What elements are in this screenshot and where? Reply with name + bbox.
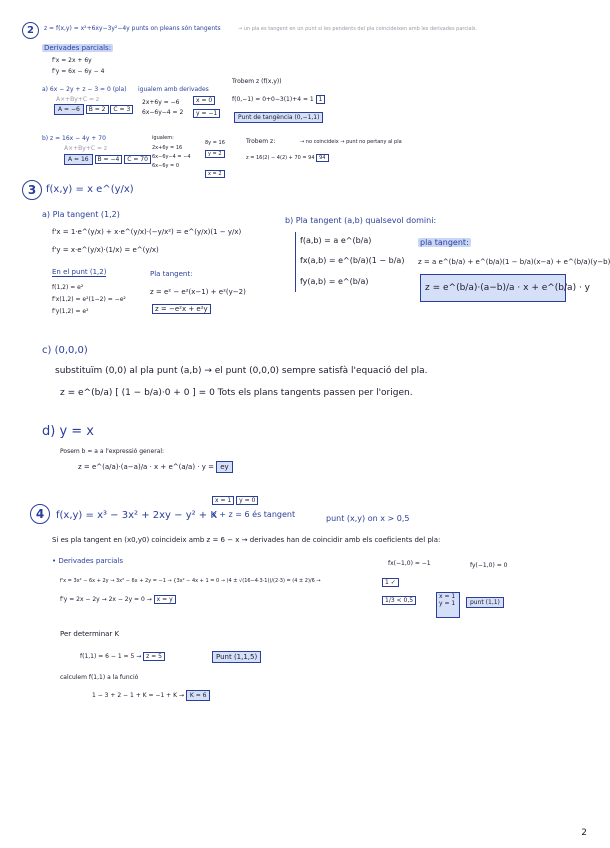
q3a-point-title: En el punt (1,2): [52, 268, 107, 276]
q2a-igualem: igualem amb derivades: [138, 86, 209, 93]
q3b-bracket: [295, 232, 296, 292]
q2b-note: → no coincideix → punt no pertany al pla: [300, 139, 402, 145]
q2b-coef-boxes: [64, 156, 151, 163]
q2a-eval-box: 1: [316, 95, 326, 104]
question-3-number: 3: [22, 180, 42, 200]
q4-fx-minus1: fx(−1,0) = −1: [388, 560, 431, 567]
q4-point-3d: Punt (1,1,5): [212, 651, 261, 663]
q2b-sys-3: 6x−6y = 0: [152, 163, 180, 169]
q4-det-3: [92, 692, 210, 699]
q3d-text: Posem b = a a l'expressió general:: [60, 448, 165, 455]
q2a-y-box: y = −1: [193, 109, 220, 118]
q4-det-1: [80, 653, 165, 660]
q4-det-1-text: f(1,1) = 6 − 1 = 5 →: [80, 653, 142, 660]
q3a-tangent-box: z = −e²x + e²y: [152, 304, 211, 314]
q2b-label: b) z = 16x − 4y + 70: [42, 135, 106, 142]
q2a-eval: [232, 96, 325, 103]
q3a-val-2: f'x(1,2) = e²(1−2) = −e²: [52, 296, 126, 303]
q4-fy-box: x = y: [154, 595, 176, 604]
q4-xy-y: y = 1: [439, 600, 456, 607]
q4-derivatives-title: • Derivades parcials: [52, 557, 124, 565]
q2b-eval: [246, 155, 329, 161]
q3b-val-3: fy(a,b) = e^(b/a): [300, 277, 369, 286]
q3a-tangent-title: Pla tangent:: [150, 270, 193, 278]
q2a-coef-boxes: [54, 106, 133, 113]
q2a-gray: A×+By+C = z: [56, 96, 100, 103]
q4-root-1: 1 ✓: [382, 578, 399, 587]
q2b-sys-2: 6x−6y−4 = −4: [152, 154, 191, 160]
q2-fx: f'x = 2x + 6y: [52, 57, 92, 64]
q3-function: f(x,y) = x e^(y/x): [46, 184, 134, 195]
q3b-tangent-title: pla tangent:: [420, 238, 469, 247]
q2b-igualem: igualem:: [152, 135, 174, 141]
q3d-equation: [78, 463, 233, 471]
q4-intro: Si es pla tangent en (x0,y0) coincideix amb z = 6 − x → derivades han de coincidir amb els coeficients del pla:: [52, 536, 441, 544]
q2a-label: a) 6x − 2y + z − 3 = 0 (pla): [42, 86, 127, 93]
q4-point: punt (x,y) on x > 0,5: [326, 514, 410, 523]
q4-xy-box: [436, 592, 460, 618]
q3b-val-2: fx(a,b) = e^(b/a)(1 − b/a): [300, 256, 405, 265]
q2b-eval-box: 94: [316, 154, 328, 162]
q4-det-3-text: 1 − 3 + 2 − 1 + K = −1 + K →: [92, 692, 184, 699]
q3d-result-box: ey: [216, 461, 232, 473]
q2b-sys-1: 2x+6y = 16: [152, 145, 183, 151]
q2a-tangency-point: Punt de tangència (0,−1,1): [234, 112, 323, 123]
q2a-box-b: B = 2: [86, 105, 109, 114]
q4-condition-boxes: [212, 497, 258, 504]
question-2-number: 2: [22, 22, 39, 39]
q2a-sys2: 6x−6y−4 = 2: [142, 109, 184, 116]
q2a-box-a: A = −6: [54, 104, 84, 115]
q4-root-2: 1/3 < 0,5: [382, 596, 416, 605]
q3b-val-1: f(a,b) = a e^(b/a): [300, 236, 372, 245]
q2a-x-box: x = 0: [193, 96, 215, 105]
q3a-fy: f'y = x·e^(y/x)·(1/x) = e^(y/x): [52, 246, 159, 254]
q2-header: z = f(x,y) = x²+6xy−3y²−4y punts on pleans són tangents: [44, 25, 221, 32]
q3a-val-1: f(1,2) = e²: [52, 284, 84, 291]
q4-fx-line: f'x = 3x² − 6x + 2y → 3x² − 6x + 2y = −1 → {3x² − 4x + 1 = 0 → (4 ± √(16−4·3·1))/(2·3) = (4 ± 2)/6 →: [60, 578, 321, 584]
q4-cond-box-y: y = 0: [236, 496, 258, 505]
q4-fy-line: [60, 596, 176, 603]
page-number: 2: [581, 828, 587, 838]
q3b-title: b) Pla tangent (a,b) qualsevol domini:: [285, 216, 437, 225]
question-4-number: 4: [30, 504, 50, 524]
q2b-gray: A×+By+C = z: [64, 145, 108, 152]
q4-xy-x: x = 1: [439, 593, 456, 600]
q4-point-box: punt (1,1): [466, 597, 504, 608]
q3c-text: substituïm (0,0) al pla punt (a,b) → el punt (0,0,0) sempre satisfà l'equació del pla.: [55, 366, 428, 376]
q2a-trobem: Trobem z (f(x,y)): [232, 78, 282, 85]
q2b-box-b: B = −4: [95, 155, 123, 164]
q3a-title: a) Pla tangent (1,2): [42, 210, 120, 219]
q4-determine-title: Per determinar K: [60, 630, 120, 638]
q2a-box-c: C = 3: [110, 105, 133, 114]
q4-k-box: K = 6: [186, 690, 211, 701]
q2a-sys1: 2x+6y = −6: [142, 99, 180, 106]
q4-condition: x + z = 6 és tangent: [212, 510, 296, 519]
q2-fy: f'y = 6x − 6y − 4: [52, 68, 105, 75]
q2b-box-c: C = 70: [124, 155, 151, 164]
q2b-side-1: 8y = 16: [205, 140, 225, 146]
q2-derivatives-title: Derivades parcials:: [44, 44, 112, 52]
q4-det-1-box: z = 5: [143, 652, 165, 661]
q2b-side-3: x = 2: [205, 170, 225, 178]
q4-fy-text: f'y = 2x − 2y → 2x − 2y = 0 →: [60, 596, 152, 603]
q3a-fx: f'x = 1·e^(y/x) + x·e^(y/x)·(−y/x²) = e^(y/x)(1 − y/x): [52, 228, 242, 236]
q4-cond-box-x: x = 1: [212, 496, 234, 505]
q3c-equation: z = e^(b/a) [ (1 − b/a)·0 + 0 ] = 0 Tots els plans tangents passen per l'origen.: [60, 388, 413, 398]
q2b-eval-text: z = 16(2) − 4(2) + 70 = 94: [246, 155, 315, 161]
q2b-side-2: y = 2: [205, 150, 225, 158]
q2a-eval-text: f(0,−1) = 0+0−3(1)+4 = 1: [232, 96, 314, 103]
q4-fy-minus1: fy(−1,0) = 0: [470, 562, 508, 569]
q4-det-2: calculem f(1,1) a la funció: [60, 674, 139, 681]
q2-header-note: → un pla es tangent en un punt si les pendents del pla coincideixen amb les derivades parcials.: [238, 26, 478, 32]
q4-function: f(x,y) = x³ − 3x² + 2xy − y² + K: [56, 510, 217, 521]
q3b-tangent-box: z = e^(b/a)·(a−b)/a · x + e^(b/a) · y: [420, 274, 566, 302]
q3d-title: d) y = x: [42, 424, 94, 439]
q2b-box-a: A = 16: [64, 154, 93, 165]
q3a-tangent-plane: z = e² − e²(x−1) + e²(y−2): [150, 288, 246, 296]
q3b-tangent-plane: z = a e^(b/a) + e^(b/a)(1 − b/a)(x−a) + e^(b/a)(y−b): [418, 258, 610, 266]
q2b-trobem: Trobem z:: [246, 138, 276, 145]
q3a-val-3: f'y(1,2) = e²: [52, 308, 89, 315]
q3d-equation-text: z = e^(a/a)·(a−a)/a · x + e^(a/a) · y =: [78, 463, 214, 471]
q3c-title: c) (0,0,0): [42, 345, 88, 356]
